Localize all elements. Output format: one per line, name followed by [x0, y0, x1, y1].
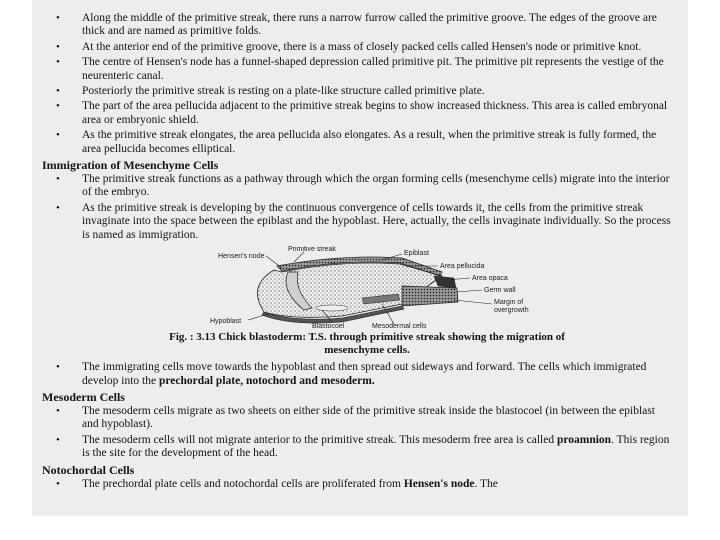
bullet-text: As the primitive streak is developing by the continuous convergence of cells towards it, the cells from the primitive streak invaginate into the space between the epiblast and the hypoblast. Here, actually, the cells invaginate individually. So the process is named as immigration.	[82, 201, 671, 241]
bullet-area-pellucida	[42, 129, 672, 156]
bullet-bold-text: proamnion	[556, 433, 612, 446]
bullet-text: The part of the area pellucida adjacent to the primitive streak begins to show increased thickness. This area is called embryonal area or embryonic shield.	[82, 100, 668, 126]
bullet-text: The centre of Hensen's node has a funnel-shaped depression called primitive pit. The primitive pit represents the vestige of the neurenteric canal.	[82, 56, 664, 82]
bullet-text: As the primitive streak elongates, the area pellucida also elongates. As a result, when the primitive streak is fully formed, the area pellucida becomes elliptical.	[82, 129, 657, 155]
heading-notochordal: Notochordal Cells	[42, 462, 135, 477]
bullet-primitive-pit	[42, 56, 672, 83]
label-margin-line2: overgrowth	[494, 307, 529, 315]
germ-wall-shape	[402, 286, 458, 306]
bullet-bold-text: prechordal plate, notochord and mesoderm.	[158, 374, 375, 387]
bullet-text: The mesoderm cells will not migrate anterior to the primitive streak. This mesoderm free area is called	[82, 433, 557, 446]
bullet-tail-text: . This region is the site for the development of the head.	[82, 433, 670, 460]
document-content	[42, 12, 672, 493]
bullet-dot: •	[56, 129, 60, 142]
bullet-mesoderm-sheets	[42, 405, 672, 432]
caption-line-1: Fig. : 3.13 Chick blastoderm: T.S. through primitive streak showing the migration of	[169, 331, 565, 344]
bullet-text: The mesoderm cells migrate as two sheets on either side of the primitive streak inside the blastocoel (in between the epiblast and hypoblast).	[82, 404, 655, 431]
heading-immigration: Immigration of Mesenchyme Cells	[42, 158, 219, 173]
bullet-hensens-node	[42, 41, 672, 54]
bullet-dot: •	[56, 100, 60, 113]
label-epiblast: Epiblast	[404, 250, 429, 258]
caption-line-2: mesenchyme cells.	[324, 344, 410, 357]
bullet-dot: •	[56, 12, 60, 24]
figure-blastoderm	[42, 246, 672, 328]
label-area-pellucida: Area pellucida	[440, 263, 485, 271]
bullet-tail-text: . The	[474, 477, 498, 490]
bullet-text: Along the middle of the primitive streak, there runs a narrow furrow called the primitive groove. The edges of the groove are thick and are named as primitive folds.	[82, 12, 657, 38]
bullet-text: The immigrating cells move towards the hypoblast and then spread out sideways and forward. The cells which immigrated develop into the	[82, 361, 647, 387]
bullet-dot: •	[56, 40, 60, 53]
label-hensens-node: Hensen's node	[218, 253, 265, 261]
label-blastocoel: Blastocoel	[312, 323, 345, 329]
bullet-dot: •	[56, 477, 60, 490]
label-germ-wall: Germ wall	[484, 287, 516, 295]
figure-caption	[42, 331, 672, 357]
bullet-primitive-plate	[42, 85, 672, 98]
bullet-dot: •	[56, 85, 60, 98]
bullet-prechordal	[42, 478, 672, 491]
bullet-dot: •	[56, 56, 60, 69]
label-mesodermal-cells: Mesodermal cells	[372, 323, 427, 329]
bullet-immigrating-cells	[42, 361, 672, 388]
bullet-dot: •	[56, 404, 60, 417]
blastocoel-shape	[316, 305, 348, 311]
bullet-text: The primitive streak functions as a pathway through which the organ forming cells (mesenchyme cells) migrate into the interior of the embryo.	[82, 173, 670, 199]
bullet-pathway	[42, 173, 672, 200]
bullet-bold-text: Hensen's node	[403, 477, 475, 490]
bullet-text: Posteriorly the primitive streak is resting on a plate-like structure called primitive plate.	[82, 85, 485, 98]
label-hypoblast: Hypoblast	[210, 318, 242, 326]
blastoderm-diagram	[42, 246, 672, 328]
bullet-proamnion	[42, 434, 672, 461]
bullet-dot: •	[56, 361, 60, 374]
label-margin-line1: Margin of	[494, 299, 524, 307]
label-area-opaca: Area opaca	[472, 275, 508, 283]
bullet-dot: •	[56, 173, 60, 186]
bullet-invagination	[42, 202, 672, 242]
bullet-dot: •	[56, 433, 60, 446]
bullet-primitive-groove	[42, 12, 672, 39]
document-page	[32, 0, 688, 516]
bullet-text: The prechordal plate cells and notochordal cells are proliferated from	[82, 477, 404, 490]
label-primitive-streak: Primitive streak	[288, 246, 336, 254]
heading-mesoderm: Mesoderm Cells	[42, 389, 125, 404]
area-opaca-shape	[434, 276, 456, 288]
bullet-dot: •	[56, 201, 60, 214]
bullet-text: At the anterior end of the primitive groove, there is a mass of closely packed cells called Hensen's node or primitive knot.	[82, 40, 642, 53]
bullet-embryonic-shield	[42, 100, 672, 127]
